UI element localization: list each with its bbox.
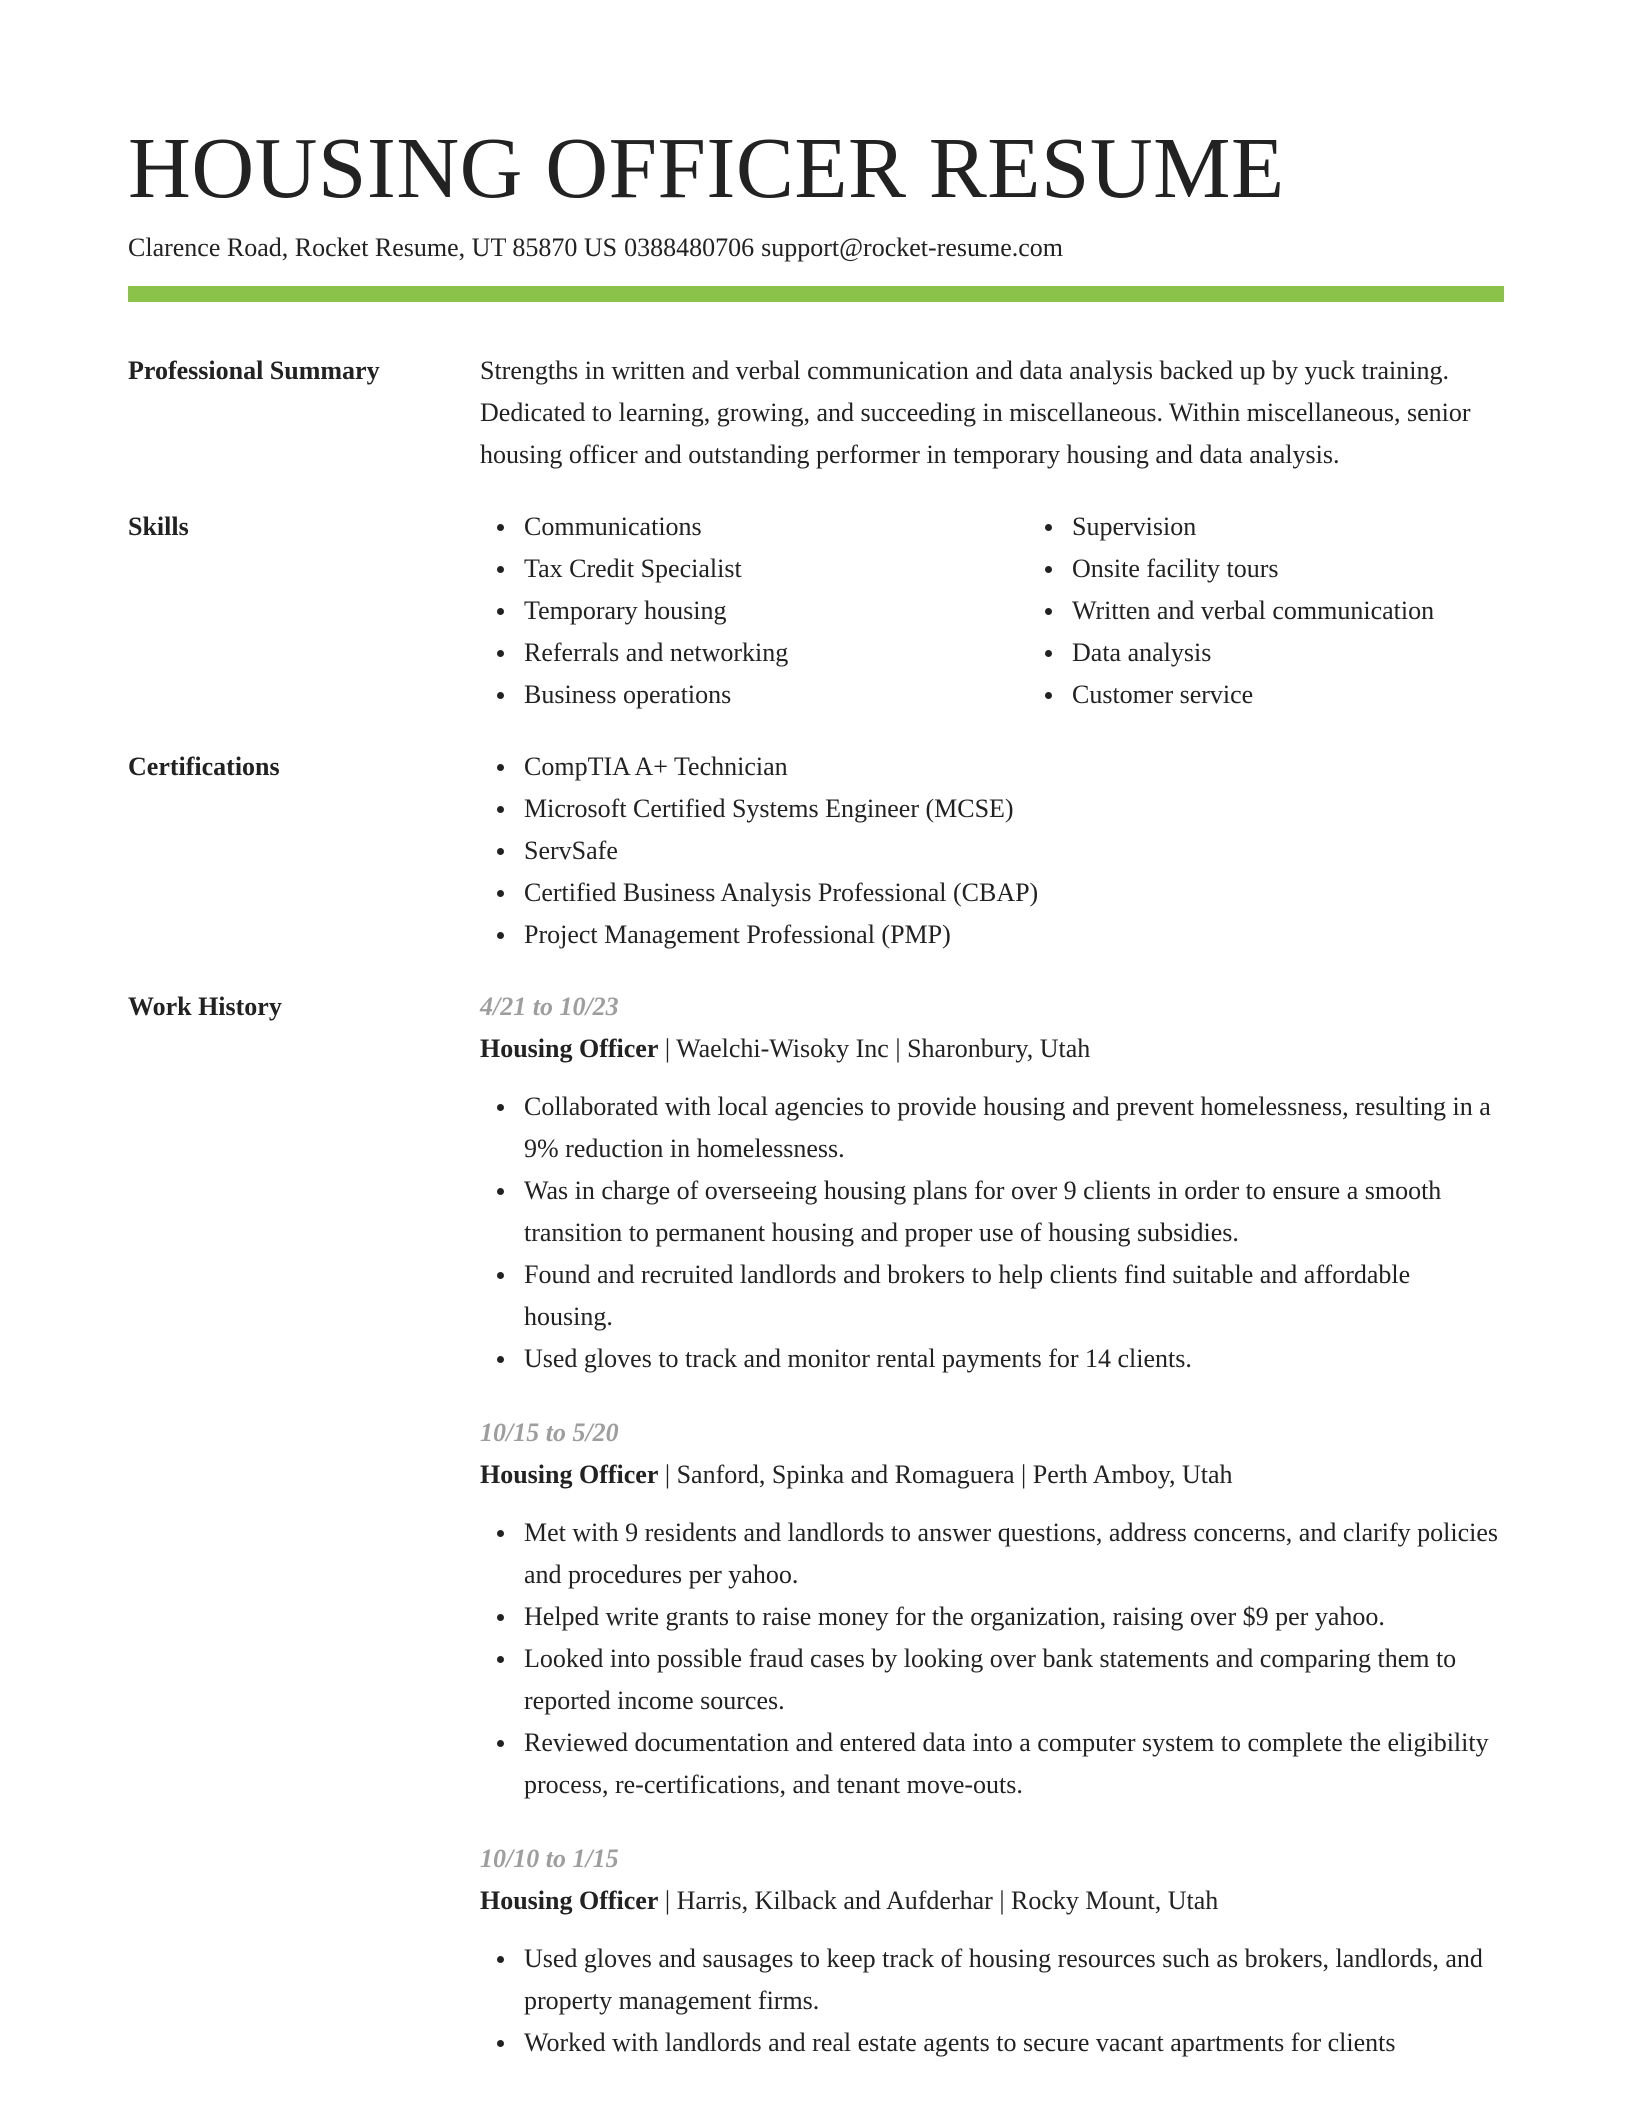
certification-item: Project Management Professional (PMP)	[524, 914, 1504, 956]
certification-item: ServSafe	[524, 830, 1504, 872]
job-bullet: Used gloves and sausages to keep track of housing resources such as brokers, landlords, and property management firms.	[524, 1938, 1504, 2022]
job-bullet: Collaborated with local agencies to provide housing and prevent homelessness, resulting in a 9% reduction in homelessness.	[524, 1086, 1504, 1170]
certifications-list	[480, 746, 1504, 956]
skill-item: Data analysis	[1072, 632, 1504, 674]
skills-list-right	[1028, 506, 1504, 716]
section-work-history	[128, 986, 1504, 2096]
job-company: Waelchi-Wisoky Inc	[676, 1034, 889, 1063]
job-bullet: Was in charge of overseeing housing plans for over 9 clients in order to ensure a smooth transition to permanent housing and proper use of housing subsidies.	[524, 1170, 1504, 1254]
job-entry	[480, 986, 1504, 1380]
skill-item: Supervision	[1072, 506, 1504, 548]
contact-phone: 0388480706	[624, 233, 755, 262]
accent-divider	[128, 286, 1504, 302]
skill-item: Referrals and networking	[524, 632, 1028, 674]
section-heading: Certifications	[128, 752, 280, 781]
job-bullet: Met with 9 residents and landlords to answer questions, address concerns, and clarify policies and procedures per yahoo.	[524, 1512, 1504, 1596]
job-entry	[480, 1412, 1504, 1806]
skill-item: Temporary housing	[524, 590, 1028, 632]
section-heading: Professional Summary	[128, 356, 380, 385]
job-dates: 10/10 to 1/15	[480, 1844, 619, 1873]
job-location: Perth Amboy, Utah	[1032, 1460, 1233, 1489]
job-bullets	[480, 1086, 1504, 1380]
skill-item: Business operations	[524, 674, 1028, 716]
job-bullets	[480, 1512, 1504, 1806]
job-bullet: Reviewed documentation and entered data into a computer system to complete the eligibility process, re-certifications, and tenant move-outs.	[524, 1722, 1504, 1806]
resume-title: HOUSING OFFICER RESUME	[128, 119, 1285, 216]
job-title: Housing Officer	[480, 1034, 659, 1063]
skill-item: Communications	[524, 506, 1028, 548]
skill-item: Tax Credit Specialist	[524, 548, 1028, 590]
certification-item: Microsoft Certified Systems Engineer (MCSE)	[524, 788, 1504, 830]
skill-item: Customer service	[1072, 674, 1504, 716]
skills-list-left	[480, 506, 1028, 716]
job-line: Housing Officer | Sanford, Spinka and Romaguera | Perth Amboy, Utah	[480, 1460, 1233, 1489]
job-bullet: Looked into possible fraud cases by looking over bank statements and comparing them to reported income sources.	[524, 1638, 1504, 1722]
section-professional-summary	[128, 350, 1504, 476]
job-company: Harris, Kilback and Aufderhar	[676, 1886, 993, 1915]
job-bullet: Found and recruited landlords and brokers to help clients find suitable and affordable housing.	[524, 1254, 1504, 1338]
certification-item: CompTIA A+ Technician	[524, 746, 1504, 788]
section-heading: Skills	[128, 512, 189, 541]
skill-item: Written and verbal communication	[1072, 590, 1504, 632]
job-line: Housing Officer | Harris, Kilback and Aufderhar | Rocky Mount, Utah	[480, 1886, 1219, 1915]
job-bullet: Helped write grants to raise money for the organization, raising over $9 per yahoo.	[524, 1596, 1504, 1638]
job-title: Housing Officer	[480, 1460, 659, 1489]
job-line: Housing Officer | Waelchi-Wisoky Inc | Sharonbury, Utah	[480, 1034, 1091, 1063]
skill-item: Onsite facility tours	[1072, 548, 1504, 590]
section-skills	[128, 506, 1504, 716]
job-bullet: Used gloves to track and monitor rental payments for 14 clients.	[524, 1338, 1504, 1380]
section-heading: Work History	[128, 992, 282, 1021]
job-title: Housing Officer	[480, 1886, 659, 1915]
job-location: Rocky Mount, Utah	[1011, 1886, 1219, 1915]
job-company: Sanford, Spinka and Romaguera	[676, 1460, 1015, 1489]
contact-email: support@rocket-resume.com	[761, 233, 1064, 262]
job-location: Sharonbury, Utah	[907, 1034, 1091, 1063]
job-dates: 4/21 to 10/23	[480, 992, 619, 1021]
resume-content	[128, 350, 1504, 2112]
job-dates: 10/15 to 5/20	[480, 1418, 619, 1447]
certification-item: Certified Business Analysis Professional (CBAP)	[524, 872, 1504, 914]
resume-page	[128, 0, 1504, 2112]
job-entry	[480, 1838, 1504, 2064]
section-certifications	[128, 746, 1504, 956]
job-bullet: Worked with landlords and real estate agents to secure vacant apartments for clients	[524, 2022, 1504, 2064]
contact-address: Clarence Road, Rocket Resume, UT 85870 US	[128, 233, 618, 262]
job-bullets	[480, 1938, 1504, 2064]
contact-line	[128, 230, 1063, 266]
summary-text: Strengths in written and verbal communication and data analysis backed up by yuck training. Dedicated to learning, growing, and succeeding in miscellaneous. Within miscellaneous, senior housing officer and outstanding performer in temporary housing and data analysis.	[480, 356, 1471, 469]
